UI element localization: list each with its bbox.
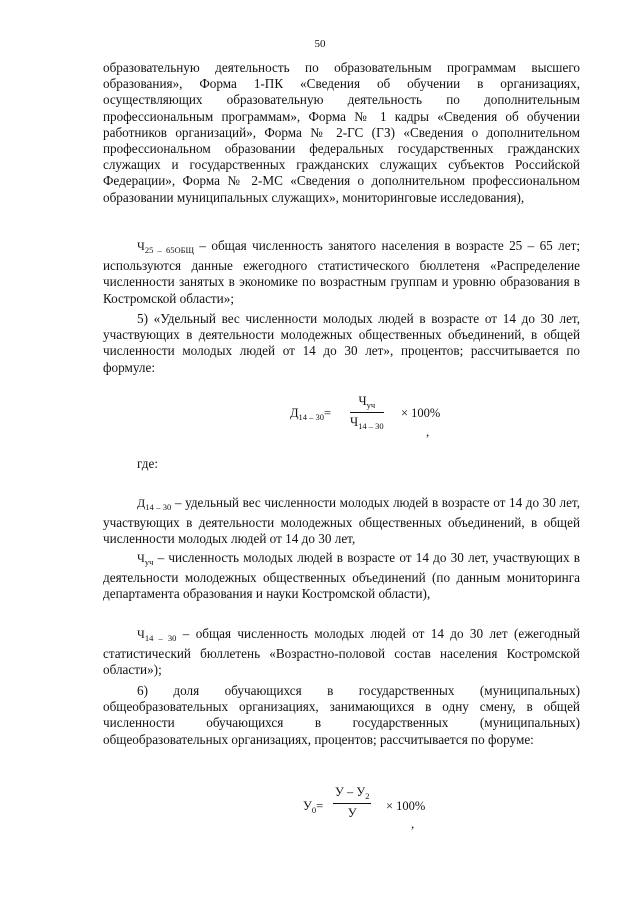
definition-ch25-65 [103, 238, 580, 307]
variable-subscript: 14 – 30 [144, 633, 177, 643]
formula-lhs-symbol: У [303, 799, 312, 813]
formula-fraction [333, 785, 371, 821]
formula-one-shift-share [303, 780, 453, 830]
formula-denominator: У [347, 806, 357, 820]
numerator-term-b-subscript: 2 [365, 791, 370, 801]
formula-lhs-symbol: Д [290, 406, 299, 420]
definition-text: – удельный вес численности молодых людей в возрасте от 14 до 30 лет, участвующих в деятельности молодежных общественных объединений, в общей численности молодых людей от 14 до 30 лет, [103, 495, 580, 547]
formula-multiplier: × 100% [386, 799, 426, 813]
definition-text: – общая численность занятого населения в возрасте 25 – 65 лет; используются данные ежегодного статистического бюллетеня «Распределение численности занятых в экономике по возрастным группам и уровню образования в Костромской области»; [103, 238, 580, 306]
formula-comma: , [426, 424, 430, 439]
numerator-symbol: Ч [358, 394, 367, 408]
variable-symbol: Д [137, 496, 146, 510]
formula-denominator [350, 413, 384, 431]
paragraph-sources-continuation: образовательную деятельность по образовательным программам высшего образования», Форма 1-ПК «Сведения об обучении в организациях, осуществляющих образовательную деятельность по дополнительным профессиональным программам», Форма № 1 кадры «Сведения об обучении работников организаций», Форма № 2-ГС (ГЗ) «Сведения о дополнительном профессиональном образовании федеральных государственных гражданских служащих и государственных гражданских служащих субъектов Российской Федерации», Форма № 2-МС «Сведения о дополнительном профессиональном образовании муниципальных служащих», мониторинговые исследования), [103, 60, 580, 205]
page-number: 50 [314, 38, 326, 50]
variable-subscript: 25 – 65ОБЩ [144, 245, 195, 255]
formula-equals: = [324, 406, 332, 420]
formula-youth-share [290, 388, 440, 438]
formula-comma: , [411, 816, 415, 831]
variable-subscript: 14 – 30 [145, 502, 172, 512]
item-6-paragraph: 6) доля обучающихся в государственных (муниципальных) общеобразовательных организациях, занимающихся в одну смену, в общей численности обучающихся в государственных (муниципальных) общеобразовательных организациях, процентов; рассчитывается по форуме: [103, 683, 580, 747]
where-label: где: [137, 456, 158, 471]
definition-text: – общая численность молодых людей от 14 до 30 лет (ежегодный статистический бюллетень «Возрастно-половой состав населения Костромской области»); [103, 626, 581, 678]
formula-equals: = [316, 799, 324, 813]
formula-fraction [350, 394, 384, 431]
formula-lhs [290, 406, 331, 422]
numerator-term-b: У [356, 785, 366, 799]
item-5-paragraph: 5) «Удельный вес численности молодых людей в возрасте от 14 до 30 лет, участвующих в деятельности молодежных общественных объединений, в общей численности молодых людей от 14 до 30 лет», процентов; рассчитывается по формуле: [103, 311, 580, 375]
formula-lhs-subscript: 0 [311, 805, 317, 815]
numerator-subscript: уч [366, 400, 376, 410]
variable-symbol: Ч [137, 627, 145, 641]
numerator-minus: – [343, 785, 357, 799]
numerator-term-a: У [335, 785, 344, 799]
formula-lhs [303, 799, 323, 815]
formula-multiplier: × 100% [401, 406, 441, 420]
formula-lhs-subscript: 14 – 30 [298, 412, 325, 422]
variable-symbol: Ч [137, 551, 145, 565]
definition-text: – численность молодых людей в возрасте от 14 до 30 лет, участвующих в деятельности молодежных общественных объединений (по данным мониторинга департамента образования и науки Костромской области), [103, 550, 580, 602]
denominator-symbol: Ч [350, 415, 359, 429]
definition-ch14-30 [103, 626, 580, 679]
variable-symbol: Ч [137, 239, 145, 253]
definition-d14-30 [103, 495, 580, 548]
formula-numerator [333, 785, 371, 804]
definition-ch-uch [103, 550, 580, 603]
denominator-subscript: 14 – 30 [358, 421, 384, 431]
variable-subscript: уч [144, 557, 154, 567]
formula-numerator [350, 394, 384, 413]
